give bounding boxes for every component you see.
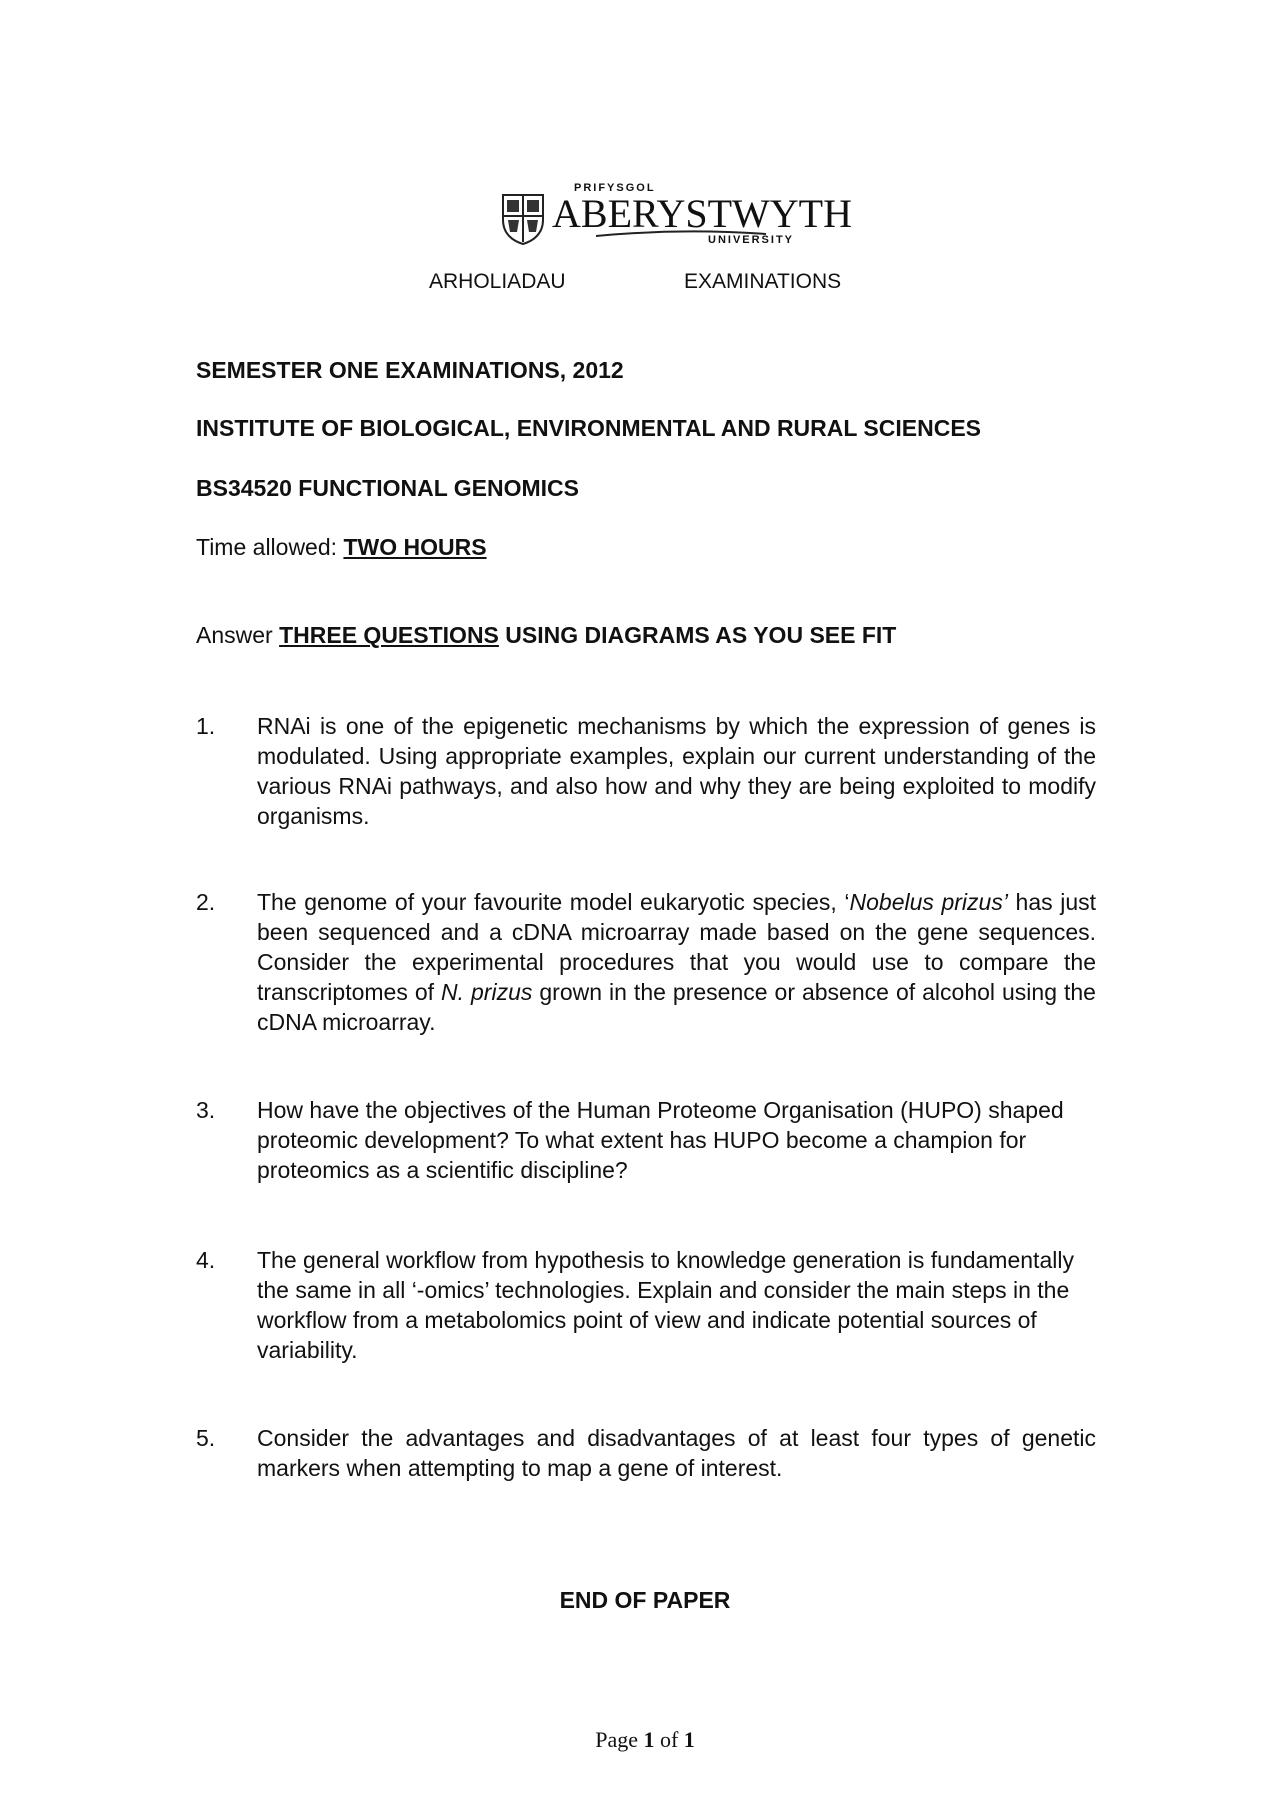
module-heading: BS34520 FUNCTIONAL GENOMICS xyxy=(196,475,579,501)
species-name: Nobelus prizus’ xyxy=(849,889,1008,915)
answer-count: THREE QUESTIONS xyxy=(279,622,499,648)
university-crest-icon xyxy=(500,192,546,246)
time-allowed-label: Time allowed: xyxy=(196,534,344,560)
question-number: 1. xyxy=(196,713,216,739)
header-welsh-title: ARHOLIADAU xyxy=(429,270,566,293)
question-text: The general workflow from hypothesis to knowledge generation is fundamentally the same in all ‘-omics’ technologies. Explain and consider the main steps in the workflow from a metabolomics point of view and indicate potential sources of variability. xyxy=(257,1247,1074,1363)
time-allowed-value: TWO HOURS xyxy=(343,534,487,560)
time-allowed-line xyxy=(196,534,487,561)
logo-prifysgol-text: PRIFYSGOL xyxy=(574,182,656,194)
page-number: 1 xyxy=(643,1727,655,1752)
end-of-paper: END OF PAPER xyxy=(559,1587,731,1613)
question-number: 2. xyxy=(196,889,216,915)
page-of-label: of xyxy=(654,1727,684,1752)
header-english-title: EXAMINATIONS xyxy=(684,270,842,293)
question-text-part: has just been sequenced and a cDNA microarray made based on the gene sequences. Consider the experimental procedures that you would use to compare the transcriptomes of xyxy=(257,889,1096,1005)
logo-wordmark: ABERYSTWYTH xyxy=(552,191,852,236)
page-footer xyxy=(0,1727,1280,1753)
question-text: How have the objectives of the Human Proteome Organisation (HUPO) shaped proteomic development? To what extent has HUPO become a champion for proteomics as a scientific discipline? xyxy=(257,1097,1064,1183)
question-text-part: grown in the presence or absence of alcohol using the cDNA microarray. xyxy=(257,979,1096,1035)
question-number: 5. xyxy=(196,1425,216,1451)
logo-university-text: UNIVERSITY xyxy=(708,234,795,246)
page-label: Page xyxy=(595,1727,644,1752)
institute-heading: INSTITUTE OF BIOLOGICAL, ENVIRONMENTAL AND RURAL SCIENCES xyxy=(196,415,981,441)
question-number: 3. xyxy=(196,1097,216,1123)
question-text-part: The genome of your favourite model eukaryotic species, ‘ xyxy=(257,889,850,915)
question-text: Consider the advantages and disadvantages of at least four types of genetic markers when attempting to map a gene of interest. xyxy=(257,1425,1096,1481)
answer-label: Answer xyxy=(196,622,280,648)
answer-rest: USING DIAGRAMS AS YOU SEE FIT xyxy=(498,622,897,648)
question-text xyxy=(257,887,1096,1037)
page-total: 1 xyxy=(683,1727,695,1752)
university-logo xyxy=(500,182,852,250)
question-text: RNAi is one of the epigenetic mechanisms by which the expression of genes is modulated. Using appropriate examples, explain our current understanding of the various RNAi pathways, and also how and why they are being exploited to modify organisms. xyxy=(257,713,1096,829)
question-number: 4. xyxy=(196,1247,216,1273)
answer-instruction xyxy=(196,622,896,649)
species-abbrev: N. prizus xyxy=(441,979,533,1005)
semester-heading: SEMESTER ONE EXAMINATIONS, 2012 xyxy=(196,357,624,383)
